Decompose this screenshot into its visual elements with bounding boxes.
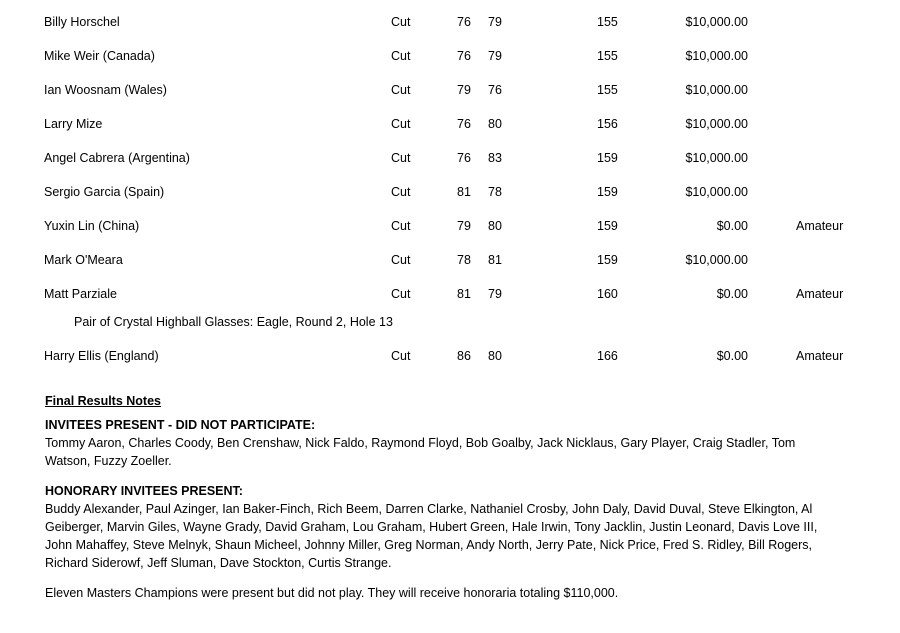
round-2-score: 81 [488,253,502,267]
player-name: Yuxin Lin (China) [44,219,140,233]
player-name: Mark O'Meara [44,253,123,267]
round-2-score: 80 [488,117,502,131]
round-1-score: 79 [457,83,471,97]
round-1-score: 78 [457,253,471,267]
player-note: Amateur [796,219,844,233]
player-name: Sergio Garcia (Spain) [44,185,165,199]
player-note: Amateur [796,287,844,301]
table-row [0,204,900,238]
player-name: Billy Horschel [44,15,120,29]
total-score: 155 [597,15,618,29]
player-name: Ian Woosnam (Wales) [44,83,167,97]
total-score: 159 [597,253,618,267]
invitees-list: Tommy Aaron, Charles Coody, Ben Crenshaw, Nick Faldo, Raymond Floyd, Bob Goalby, Jack Nicklaus, Gary Player, Craig Stadler, Tom Watson, Fuzzy Zoeller. [45,436,796,468]
player-status: Cut [391,219,411,233]
honorary-list: Buddy Alexander, Paul Azinger, Ian Baker-Finch, Rich Beem, Darren Clarke, Nathaniel Crosby, John Daly, David Duval, Steve Elkington, Al Geiberger, Marvin Giles, Wayne Grady, David Graham, Lou Graham, Hubert Green, Hale Irwin, Tony Jacklin, Justin Leonard, Davis Love III, John Mahaffey, Steve Melnyk, Shaun Micheel, Johnny Miller, Greg Norman, Andy North, Jerry Pate, Nick Price, Fred S. Ridley, Bill Rogers, Richard Siderowf, Jeff Sluman, Dave Stockton, Curtis Strange. [45,502,818,570]
table-row [0,102,900,136]
prize-note: Pair of Crystal Highball Glasses: Eagle, Round 2, Hole 13 [74,315,393,329]
notes-title: Final Results Notes [45,394,161,408]
invitees-heading: INVITEES PRESENT - DID NOT PARTICIPATE: [45,418,316,432]
prize-money: $10,000.00 [685,253,748,267]
prize-money: $0.00 [716,287,748,301]
player-status: Cut [391,185,411,199]
prize-money: $10,000.00 [685,49,748,63]
prize-money: $10,000.00 [685,117,748,131]
table-row [0,238,900,272]
player-status: Cut [391,349,411,363]
player-name: Angel Cabrera (Argentina) [44,151,190,165]
final-results-notes [45,392,835,602]
round-2-score: 79 [488,15,502,29]
round-1-score: 79 [457,219,471,233]
player-status: Cut [391,253,411,267]
round-2-score: 80 [488,219,502,233]
round-1-score: 76 [457,151,471,165]
round-2-score: 83 [488,151,502,165]
honorary-section [45,482,835,572]
total-score: 160 [597,287,618,301]
total-score: 155 [597,83,618,97]
total-score: 155 [597,49,618,63]
table-row [0,34,900,68]
closing-note: Eleven Masters Champions were present but did not play. They will receive honoraria totaling $110,000. [45,586,619,600]
player-status: Cut [391,117,411,131]
round-1-score: 81 [457,185,471,199]
player-name: Larry Mize [44,117,103,131]
round-1-score: 76 [457,15,471,29]
total-score: 159 [597,219,618,233]
round-2-score: 79 [488,287,502,301]
player-name: Harry Ellis (England) [44,349,159,363]
player-status: Cut [391,151,411,165]
total-score: 159 [597,151,618,165]
table-row [0,68,900,102]
table-row [0,334,900,368]
round-2-score: 76 [488,83,502,97]
round-1-score: 76 [457,117,471,131]
round-1-score: 76 [457,49,471,63]
player-status: Cut [391,49,411,63]
player-status: Cut [391,287,411,301]
table-row [0,272,900,306]
round-2-score: 78 [488,185,502,199]
player-status: Cut [391,83,411,97]
player-status: Cut [391,15,411,29]
player-name: Mike Weir (Canada) [44,49,155,63]
honorary-heading: HONORARY INVITEES PRESENT: [45,484,243,498]
round-2-score: 79 [488,49,502,63]
total-score: 159 [597,185,618,199]
prize-money: $0.00 [716,349,748,363]
player-note: Amateur [796,349,844,363]
prize-note-row [0,306,900,334]
round-1-score: 86 [457,349,471,363]
round-1-score: 81 [457,287,471,301]
table-row [0,170,900,204]
table-row [0,136,900,170]
prize-money: $10,000.00 [685,15,748,29]
prize-money: $0.00 [716,219,748,233]
invitees-section [45,416,835,470]
prize-money: $10,000.00 [685,151,748,165]
table-row [0,0,900,34]
prize-money: $10,000.00 [685,83,748,97]
total-score: 156 [597,117,618,131]
player-name: Matt Parziale [44,287,117,301]
round-2-score: 80 [488,349,502,363]
prize-money: $10,000.00 [685,185,748,199]
total-score: 166 [597,349,618,363]
